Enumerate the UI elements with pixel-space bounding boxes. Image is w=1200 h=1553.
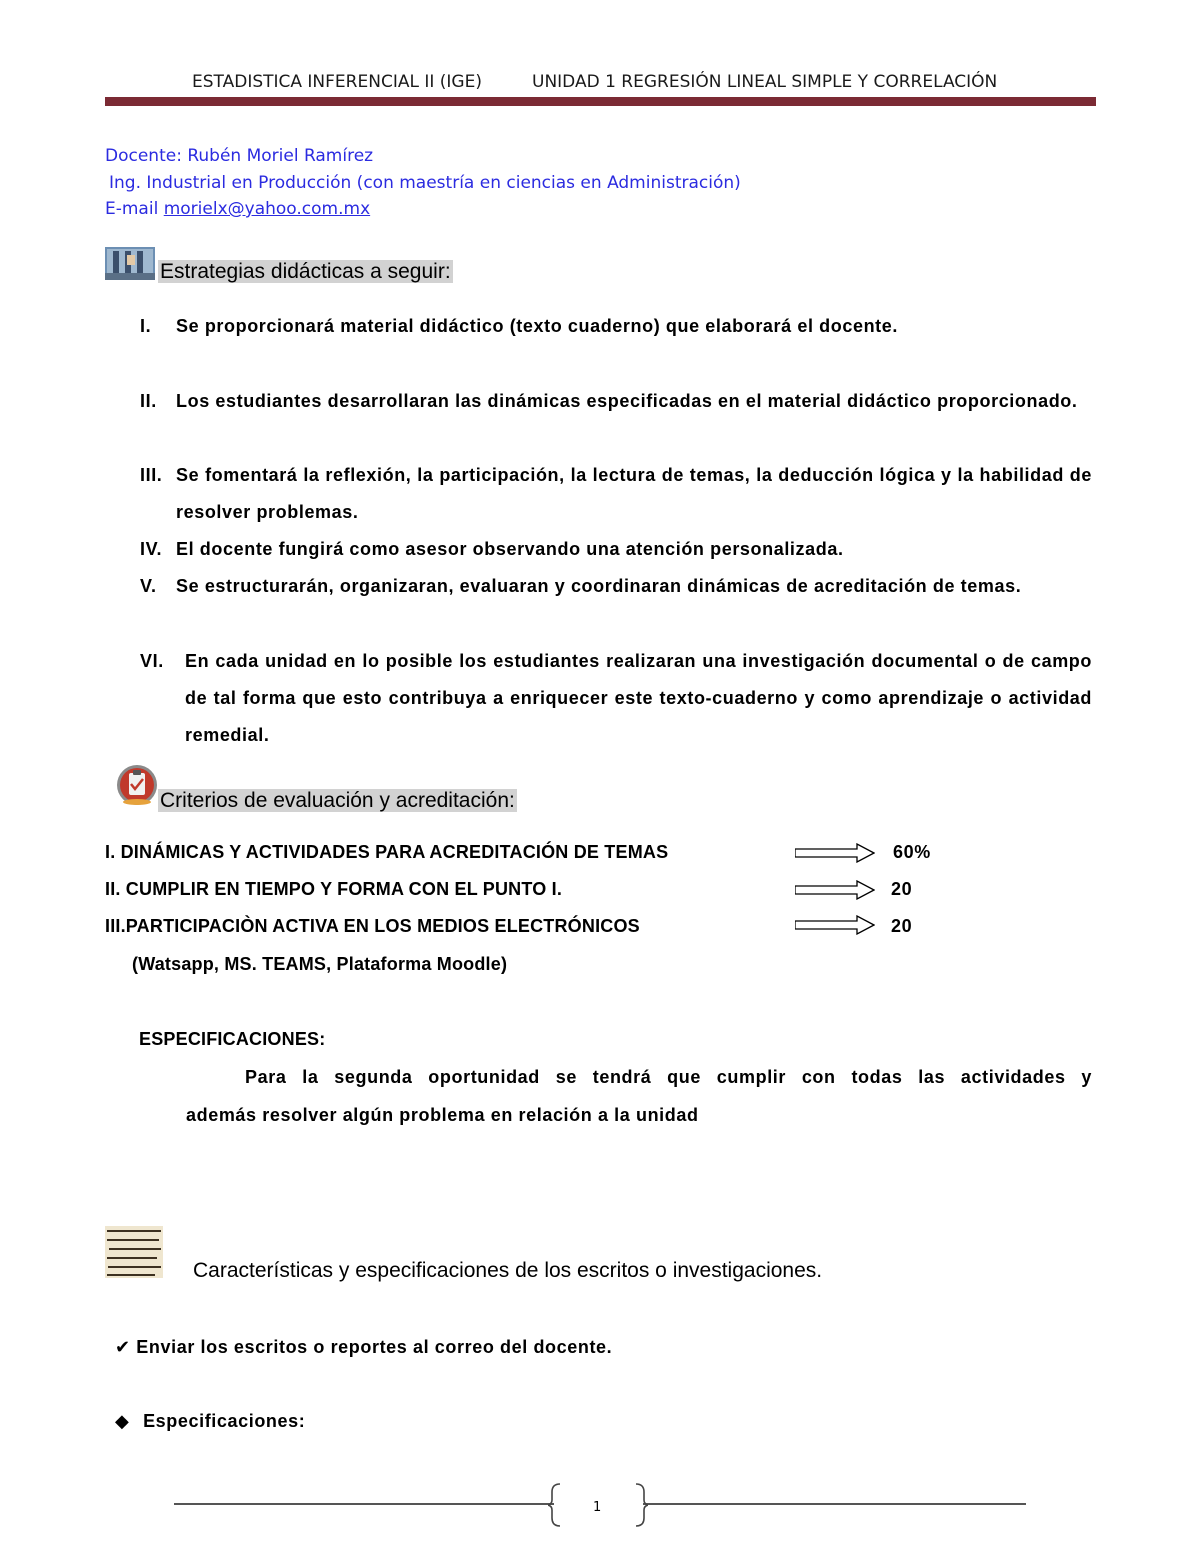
- list-item: II. Los estudiantes desarrollaran las dinámicas especificadas en el material didáctico proporcionado.: [140, 391, 1078, 411]
- list-item: VI. En cada unidad en lo posible los estudiantes realizaran una investigación documental o de campo de tal forma que esto contribuya a enriquecer este texto-cuaderno y como aprendizaje o actividad remedial.: [140, 651, 1092, 745]
- specs-line-1: Para la segunda oportunidad se tendrá que cumplir con todas las actividades y: [245, 1067, 1092, 1087]
- specs-line-2: además resolver algún problema en relación a la unidad: [186, 1105, 699, 1125]
- arrow-right-icon: [795, 843, 875, 863]
- list-item: V. Se estructurarán, organizaran, evaluaran y coordinaran dinámicas de acreditación de temas.: [140, 576, 1022, 596]
- page-number: 1: [593, 1500, 602, 1515]
- specs-title: ESPECIFICACIONES:: [139, 1029, 326, 1049]
- diamond-list-item: ◆ Especificaciones:: [115, 1411, 306, 1432]
- criteria-title: Criterios de evaluación y acreditación:: [160, 789, 515, 812]
- classroom-icon: [105, 247, 155, 280]
- email-link[interactable]: morielx@yahoo.com.mx: [163, 199, 371, 219]
- unit-header: UNIDAD 1 REGRESIÓN LINEAL SIMPLE Y CORRELACIÓN: [532, 72, 998, 92]
- footer-rule-left: [174, 1503, 554, 1505]
- list-item: I. Se proporcionará material didáctico (texto cuaderno) que elaborará el docente.: [140, 316, 898, 336]
- course-header: ESTADISTICA INFERENCIAL II (IGE): [192, 72, 482, 92]
- arrow-right-icon: [795, 915, 875, 935]
- checkmark-icon: ✔: [115, 1337, 131, 1358]
- check-list-item: ✔ Enviar los escritos o reportes al correo del docente.: [115, 1337, 613, 1358]
- header-rule: [105, 97, 1096, 106]
- arrow-right-icon: [795, 880, 875, 900]
- criteria-item-label: I. DINÁMICAS Y ACTIVIDADES PARA ACREDITACIÓN DE TEMAS: [105, 842, 669, 862]
- teacher-email-line: [105, 199, 370, 219]
- list-item: III. Se fomentará la reflexión, la participación, la lectura de temas, la deducción lógica y la habilidad de resolver problemas.: [140, 465, 1092, 522]
- criteria-item-value: 20: [891, 916, 913, 936]
- writings-title: Características y especificaciones de los escritos o investigaciones.: [193, 1259, 823, 1282]
- teacher-name: Docente: Rubén Moriel Ramírez: [105, 146, 374, 166]
- checklist-icon: [116, 762, 158, 808]
- criteria-note: (Watsapp, MS. TEAMS, Plataforma Moodle): [132, 954, 508, 974]
- criteria-item-label: III.PARTICIPACIÒN ACTIVA EN LOS MEDIOS ELECTRÓNICOS: [105, 916, 640, 936]
- footer-rule-right: [643, 1503, 1026, 1505]
- newspaper-icon: [105, 1226, 163, 1278]
- list-item: IV. El docente fungirá como asesor observando una atención personalizada.: [140, 539, 844, 559]
- diamond-bullet-icon: ◆: [115, 1411, 130, 1432]
- criteria-item-label: II. CUMPLIR EN TIEMPO Y FORMA CON EL PUNTO I.: [105, 879, 563, 899]
- strategies-title: Estrategias didácticas a seguir:: [160, 260, 451, 283]
- email-label: E-mail: [105, 199, 159, 219]
- teacher-degree: Ing. Industrial en Producción (con maestría en ciencias en Administración): [109, 173, 741, 193]
- criteria-item-value: 60%: [893, 842, 931, 862]
- criteria-item-value: 20: [891, 879, 913, 899]
